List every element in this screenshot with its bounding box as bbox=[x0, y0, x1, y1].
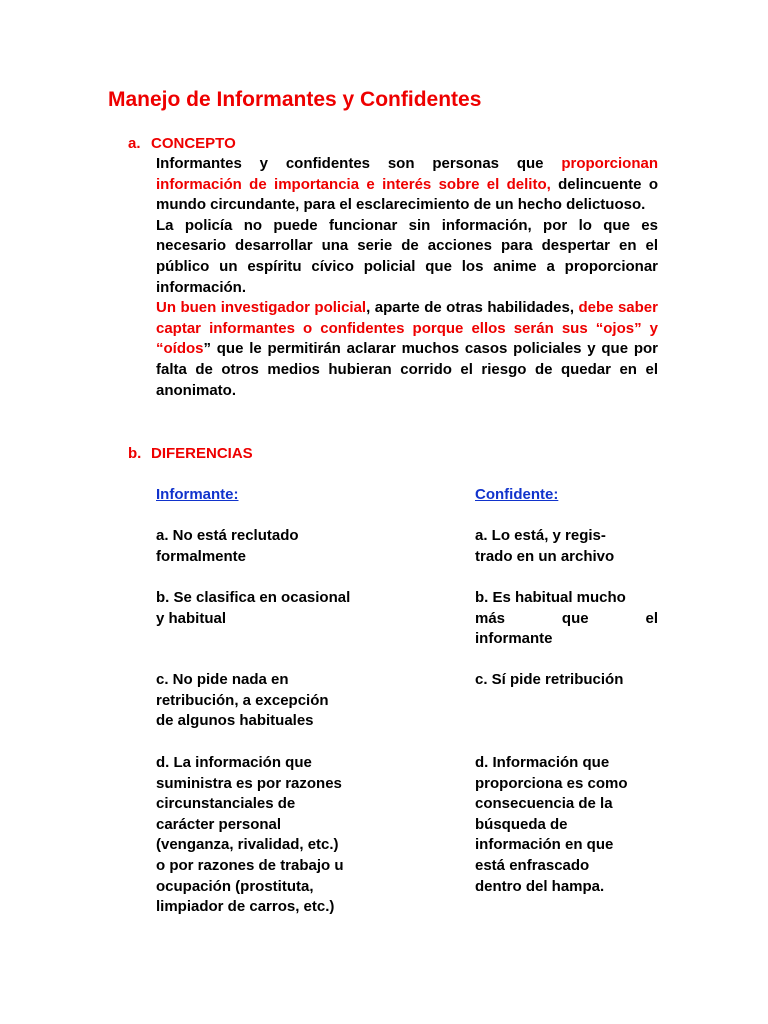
informante-item-c bbox=[156, 670, 329, 732]
item-line: c. No pide nada en bbox=[156, 671, 289, 688]
text-run: delincuente o mundo circundante, para el esclarecimiento de un hecho delictuoso. bbox=[156, 175, 658, 214]
concepto-body bbox=[156, 154, 658, 401]
item-line: circunstanciales de bbox=[156, 795, 296, 813]
item-line: a. Lo está, y regis- bbox=[475, 527, 606, 544]
item-line: consecuencia de la bbox=[475, 795, 613, 813]
item-line: a. No está reclutado bbox=[156, 527, 299, 544]
item-line: proporciona es como bbox=[475, 774, 628, 792]
concepto-paragraph-3 bbox=[156, 298, 658, 401]
item-line: información en que bbox=[475, 836, 614, 854]
item-line: (venganza, rivalidad, etc.) bbox=[156, 836, 339, 854]
highlighted-text: Un buen investigador policial bbox=[156, 299, 367, 317]
section-title: CONCEPTO bbox=[151, 135, 236, 152]
concepto-paragraph-2: La policía no puede funcionar sin información, por lo que es necesario desarrollar una serie de acciones para despertar en el público un espíritu cívico policial que los anime a proporcionar información. bbox=[156, 216, 658, 296]
concepto-paragraph-1 bbox=[156, 154, 658, 216]
confidente-heading: Confidente: bbox=[475, 486, 559, 503]
item-line: trado en un archivo bbox=[475, 547, 615, 565]
text-run: Informantes y confidentes son personas que bbox=[156, 155, 562, 172]
highlighted-text: proporcionan información de importancia e interés sobre el delito, bbox=[156, 155, 658, 193]
item-line: informante bbox=[475, 630, 553, 648]
item-line: formalmente bbox=[156, 547, 247, 565]
item-line: y habitual bbox=[156, 609, 227, 627]
informante-item-d bbox=[156, 753, 344, 918]
item-line: retribución, a excepción bbox=[156, 691, 329, 709]
item-line: c. Sí pide retribución bbox=[475, 671, 624, 688]
confidente-item-c bbox=[475, 670, 658, 691]
section-letter: a. bbox=[128, 135, 141, 152]
informante-item-b bbox=[156, 588, 350, 629]
confidente-item-a bbox=[475, 526, 658, 567]
informante-heading: Informante: bbox=[156, 486, 239, 503]
text-run: ” que le permitirán aclarar muchos casos policiales y que por falta de otros medios hubieran corrido el riesgo de quedar en el anonimato. bbox=[156, 340, 658, 399]
item-line: limpiador de carros, etc.) bbox=[156, 898, 335, 916]
section-title: DIFERENCIAS bbox=[151, 445, 253, 462]
item-line: b. Es habitual mucho bbox=[475, 589, 626, 606]
section-letter: b. bbox=[128, 445, 142, 462]
item-line: más que el bbox=[475, 609, 658, 627]
highlighted-text: debe saber captar informantes o confidentes porque ellos serán sus “ojos” y “oídos bbox=[156, 299, 658, 358]
item-line: suministra es por razones bbox=[156, 774, 342, 792]
item-line: está enfrascado bbox=[475, 856, 590, 874]
confidente-item-d bbox=[475, 753, 658, 897]
confidente-item-b bbox=[475, 588, 658, 650]
section-heading-concepto bbox=[128, 135, 236, 152]
item-line: b. Se clasifica en ocasional bbox=[156, 589, 351, 606]
item-line: d. Información que bbox=[475, 754, 610, 771]
item-line: búsqueda de bbox=[475, 815, 568, 833]
item-line: d. La información que bbox=[156, 754, 312, 771]
item-line: o por razones de trabajo u bbox=[156, 856, 344, 874]
page-title: Manejo de Informantes y Confidentes bbox=[108, 88, 482, 111]
item-line: dentro del hampa. bbox=[475, 877, 605, 895]
section-heading-diferencias bbox=[128, 445, 253, 462]
informante-item-a bbox=[156, 526, 299, 567]
item-line: ocupación (prostituta, bbox=[156, 877, 314, 895]
item-line: de algunos habituales bbox=[156, 712, 314, 730]
item-line: carácter personal bbox=[156, 815, 282, 833]
text-run: , aparte de otras habilidades, bbox=[366, 299, 579, 317]
